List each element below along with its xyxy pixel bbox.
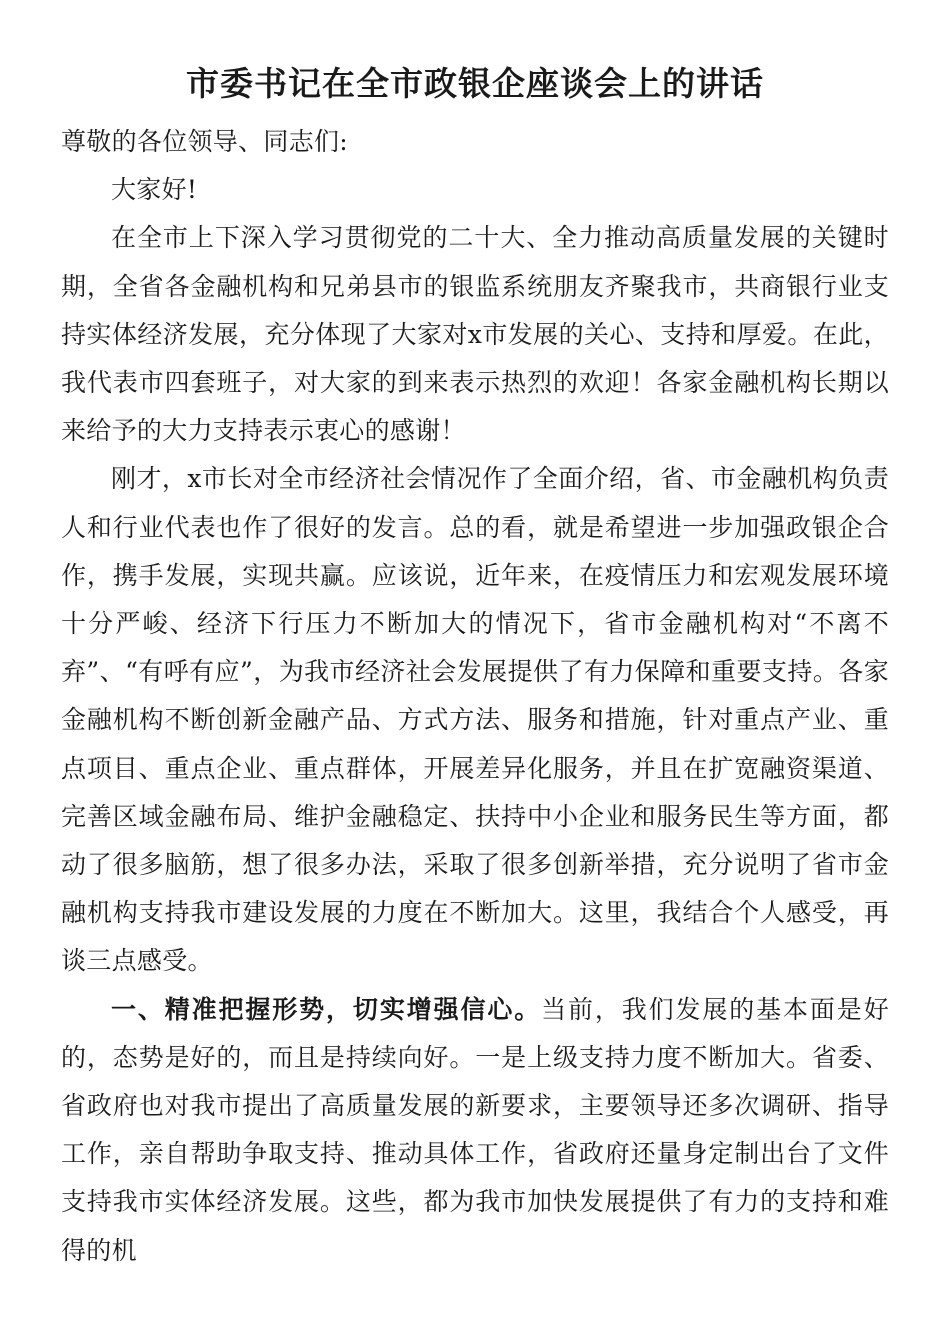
section-one-heading: 一、精准把握形势，切实增强信心。 [111, 994, 542, 1024]
paragraph-review: 刚才，x市长对全市经济社会情况作了全面介绍，省、市金融机构负责人和行业代表也作了很好的发言。总的看，就是希望进一步加强政银企合作，携手发展，实现共赢。应该说，近年来，在疫情压力和宏观发展环境十分严峻、经济下行压力不断加大的情况下，省市金融机构对“不离不弃”、“有呼有应”，为我市经济社会发展提供了有力保障和重要支持。各家金融机构不断创新金融产品、方式方法、服务和措施，针对重点产业、重点项目、重点企业、重点群体，开展差异化服务，并且在扩宽融资渠道、完善区域金融布局、维护金融稳定、扶持中小企业和服务民生等方面，都动了很多脑筋，想了很多办法，采取了很多创新举措，充分说明了省市金融机构支持我市建设发展的力度在不断加大。这里，我结合个人感受，再谈三点感受。 [61, 464, 889, 976]
document-title: 市委书记在全市政银企座谈会上的讲话 [186, 64, 764, 103]
paragraph-welcome: 在全市上下深入学习贯彻党的二十大、全力推动高质量发展的关键时期，全省各金融机构和兄弟县市的银监系统朋友齐聚我市，共商银行业支持实体经济发展，充分体现了大家对x市发展的关心、支持和厚爱。在此，我代表市四套班子，对大家的到来表示热烈的欢迎！各家金融机构长期以来给予的大力支持表示衷心的感谢！ [61, 223, 889, 446]
document-body [61, 118, 889, 1275]
salutation: 尊敬的各位领导、同志们: [61, 127, 349, 156]
section-one-body: 当前，我们发展的基本面是好的，态势是好的，而且是持续向好。一是上级支持力度不断加大。省委、省政府也对我市提出了高质量发展的新要求，主要领导还多次调研、指导工作，亲自帮助争取支持、推动具体工作，省政府还量身定制出台了文件支持我市实体经济发展。这些，都为我市加快发展提供了有力的支持和难得的机 [61, 994, 889, 1265]
paragraph-section-one [61, 986, 889, 1275]
greeting: 大家好! [111, 175, 198, 205]
